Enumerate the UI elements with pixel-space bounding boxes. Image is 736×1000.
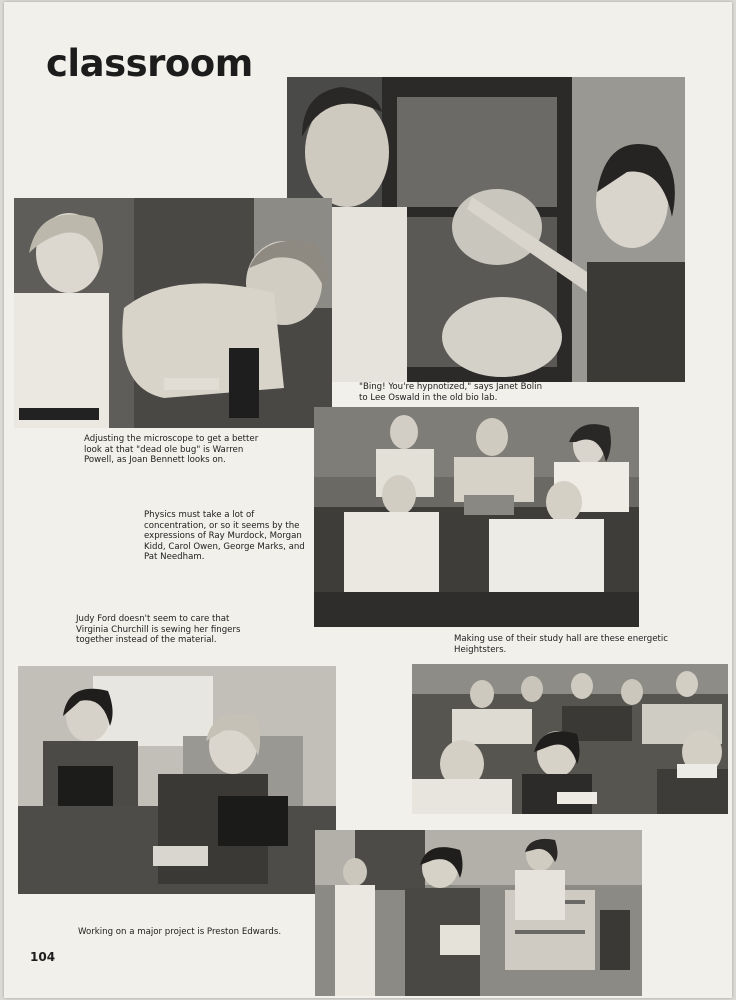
microscope-photo bbox=[14, 198, 332, 428]
study-hall-photo bbox=[412, 664, 728, 814]
caption-sewing: Judy Ford doesn't seem to care that Virginia Churchill is sewing her fingers together instead of the material. bbox=[76, 614, 241, 646]
caption-physics: Physics must take a lot of concentration, or so it seems by the expressions of Ray Murdock, Morgan Kidd, Carol Owen, George Marks, and Pat Needham. bbox=[144, 510, 305, 563]
sewing-photo bbox=[18, 666, 336, 894]
bio-lab-photo bbox=[287, 77, 685, 382]
page-number: 104 bbox=[30, 950, 56, 964]
page-title: classroom bbox=[46, 42, 253, 85]
caption-hypnotized: "Bing! You're hypnotized," says Janet Bolin to Lee Oswald in the old bio lab. bbox=[359, 382, 543, 403]
caption-study-hall: Making use of their study hall are these energetic Heightsters. bbox=[454, 634, 669, 655]
caption-project: Working on a major project is Preston Edwards. bbox=[78, 927, 282, 937]
shop-photo bbox=[315, 830, 642, 996]
yearbook-page bbox=[4, 2, 732, 998]
physics-photo bbox=[314, 407, 639, 627]
caption-microscope: Adjusting the microscope to get a better look at that "dead ole bug" is Warren Powell, as Joan Bennett looks on. bbox=[84, 434, 259, 466]
